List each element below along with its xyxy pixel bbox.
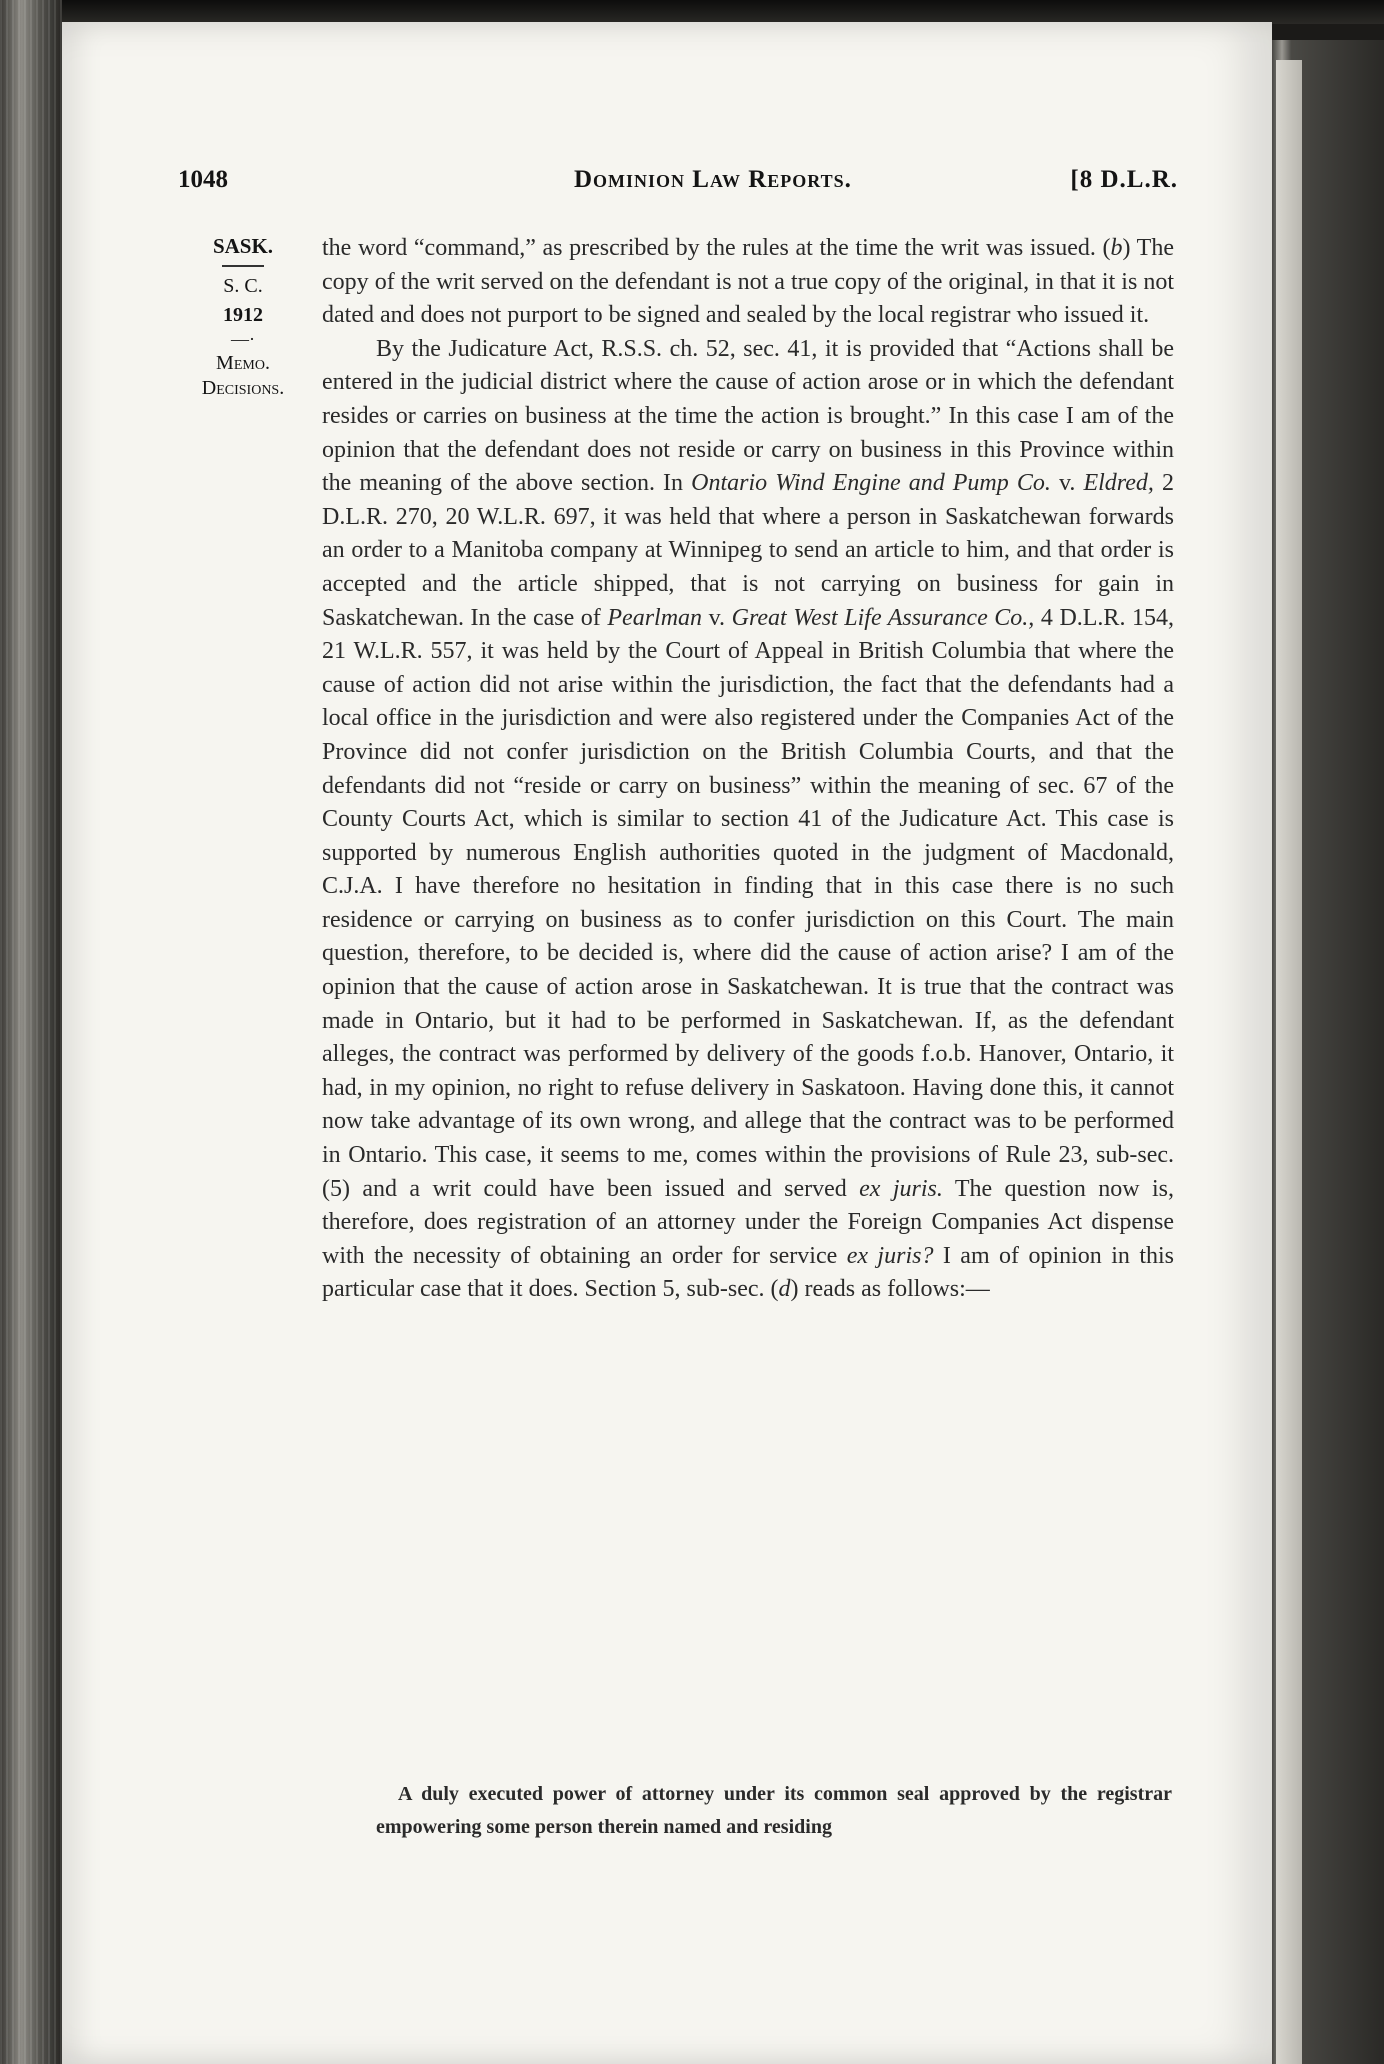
margin-dash: —· — [231, 329, 255, 350]
text-run: ) reads as follows:— — [790, 1276, 990, 1303]
italic-run: d — [778, 1276, 791, 1303]
case-name: Great West Life Assurance Co., — [731, 604, 1035, 631]
margin-section-line2: Decisions. — [201, 376, 285, 399]
block-quote: A duly executed power of attorney under its common seal approved by the registrar empowering some person therein named and residing — [376, 1783, 1172, 1838]
page-edge-leaf — [1276, 60, 1302, 2064]
text-run: the word “command,” as prescribed by the rules at the time the writ was issued. ( — [322, 235, 1111, 261]
case-name: Eldred, — [1083, 470, 1154, 497]
case-name: Ontario Wind Engine and Pump Co. — [691, 470, 1051, 497]
margin-court: S. C. — [223, 275, 263, 298]
text-run: By the Judicature Act, R.S.S. ch. 52, sec. 41, it is provided that “Actions shall be entered in the judicial district where the cause of action arose or in which the defendant resides or carries on business at the time the action is brought.” In this case I am of the opinion that the defendant does not reside or carry on business in this Province within the meaning of the above section. In — [322, 335, 1174, 497]
book-page-edges — [1268, 40, 1384, 2064]
case-name: Pearlman — [607, 604, 703, 631]
margin-divider — [222, 265, 264, 267]
running-title: Dominion Law Reports. — [574, 166, 852, 193]
volume-reference: [8 D.L.R. — [1070, 166, 1178, 193]
book-binding — [0, 0, 62, 2064]
text-run: v. — [702, 604, 732, 631]
text-run: v. — [1050, 470, 1084, 497]
margin-province: SASK. — [212, 234, 274, 258]
text-run: 4 D.L.R. 154, 21 W.L.R. 557, it was held by the Court of Appeal in British Columbia that where the cause of action did not arise within the jurisdiction, the fact that the defendants had a local office in the jurisdiction and were also registered under the Companies Act of the Province did not confer jurisdiction on the British Columbia Courts, and that the defendants did not “reside or carry on business” within the meaning of sec. 67 of the County Courts Act, which is similar to section 41 of the Judicature Act. This case is supported by numerous English authorities quoted in the judgment of Macdonald, C.J.A. I have therefore no hesitation in finding that in this case there is no such residence or carrying on business as to confer jurisdiction on this Court. The main question, therefore, to be decided is, where did the cause of action arise? I am of the opinion that the cause of action arose in Saskatchewan. It is true that the contract was made in Ontario, but it had to be performed in Saskatchewan. If, as the defendant alleges, the contract was performed by delivery of the goods f.o.b. Hanover, Ontario, it had, in my opinion, no right to refuse delivery in Saskatoon. Having done this, it cannot now take advantage of its own wrong, and allege that the contract was to be performed in Ontario. This case, it seems to me, comes within the provisions of Rule 23, sub-sec. (5) and a writ could have been issued and served — [322, 604, 1174, 1202]
text-run: 2 D.L.R. 270, 20 W.L.R. 697, it was held that where a person in Saskatchewan forwards an order to a Manitoba company at Winnipeg to send an article to him, and that order is accepted and the article shipped, that is not carrying on business for gain in Saskatchewan. In the case of — [322, 470, 1174, 631]
latin-term: ex juris. — [859, 1175, 943, 1202]
text-run: ) The copy of the writ served on the defendant is not a true copy of the original, in that it is not dated and does not purport to be signed and sealed by the local registrar who issued it. — [322, 235, 1174, 329]
text-run: The question now is, therefore, does registration of an attorney under the Foreign Companies Act dispense with the necessity of obtaining an order for service — [322, 1175, 1174, 1269]
page-number: 1048 — [178, 166, 228, 193]
page-header — [178, 166, 1178, 206]
margin-year: 1912 — [223, 304, 263, 327]
paragraph-2 — [322, 333, 1174, 1307]
italic-run: b — [1110, 235, 1123, 261]
latin-term: ex juris? — [846, 1242, 934, 1269]
paragraph-1 — [322, 232, 1174, 333]
scan-top-border — [0, 0, 1384, 24]
margin-notes — [178, 232, 308, 401]
margin-section-line1: Memo. — [216, 351, 270, 374]
text-run: I am of opinion in this particular case that it does. Section 5, sub-sec. ( — [322, 1242, 1175, 1303]
body-text — [322, 232, 1174, 1307]
